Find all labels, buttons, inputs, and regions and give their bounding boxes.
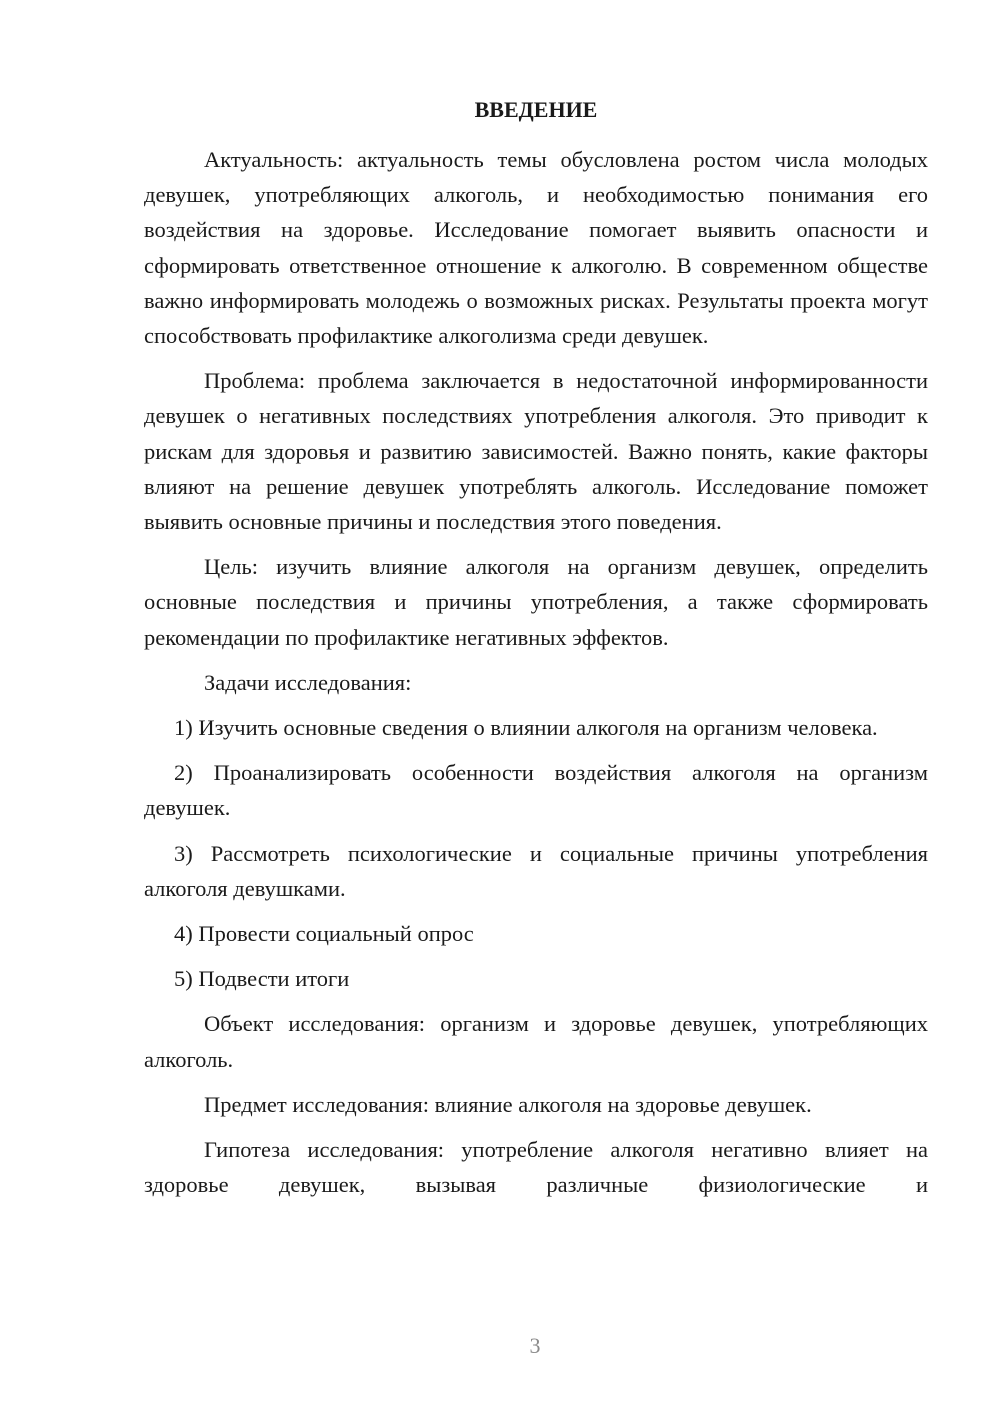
object-paragraph: Объект исследования: организм и здоровье девушек, употребляющих алкоголь.	[144, 1011, 928, 1072]
page-content	[144, 92, 928, 1202]
hypothesis-paragraph: Гипотеза исследования: употребление алкоголя негативно влияет на здоровье девушек, вызывая различные физиологические и	[144, 1137, 928, 1198]
task-item: 4) Провести социальный опрос	[174, 921, 474, 947]
task-item: 3) Рассмотреть психологические и социальные причины употребления алкоголя девушками.	[144, 840, 928, 901]
task-item: 2) Проанализировать особенности воздействия алкоголя на организм девушек.	[144, 760, 928, 821]
problem-paragraph: Проблема: проблема заключается в недостаточной информированности девушек о негативных последствиях употребления алкоголя. Это приводит к рискам для здоровья и развитию зависимостей. Важно понять, какие факторы влияют на решение девушек употреблять алкоголь. Исследование поможет выявить основные причины и последствия этого поведения.	[144, 368, 928, 535]
relevance-paragraph: Актуальность: актуальность темы обусловлена ростом числа молодых девушек, употребляющих алкоголь, и необходимостью понимания его воздействия на здоровье. Исследование помогает выявить опасности и сформировать ответственное отношение к алкоголю. В современном обществе важно информировать молодежь о возможных рисках. Результаты проекта могут способствовать профилактике алкоголизма среди девушек.	[144, 147, 928, 349]
section-title: ВВЕДЕНИЕ	[474, 97, 598, 122]
tasks-heading: Задачи исследования:	[204, 669, 412, 695]
subject-paragraph: Предмет исследования: влияние алкоголя на здоровье девушек.	[204, 1091, 812, 1117]
task-item: 1) Изучить основные сведения о влиянии алкоголя на организм человека.	[174, 715, 878, 741]
task-item: 5) Подвести итоги	[174, 966, 350, 992]
goal-paragraph: Цель: изучить влияние алкоголя на организм девушек, определить основные последствия и причины употребления, а также сформировать рекомендации по профилактике негативных эффектов.	[144, 554, 928, 650]
page-number: 3	[529, 1333, 541, 1358]
